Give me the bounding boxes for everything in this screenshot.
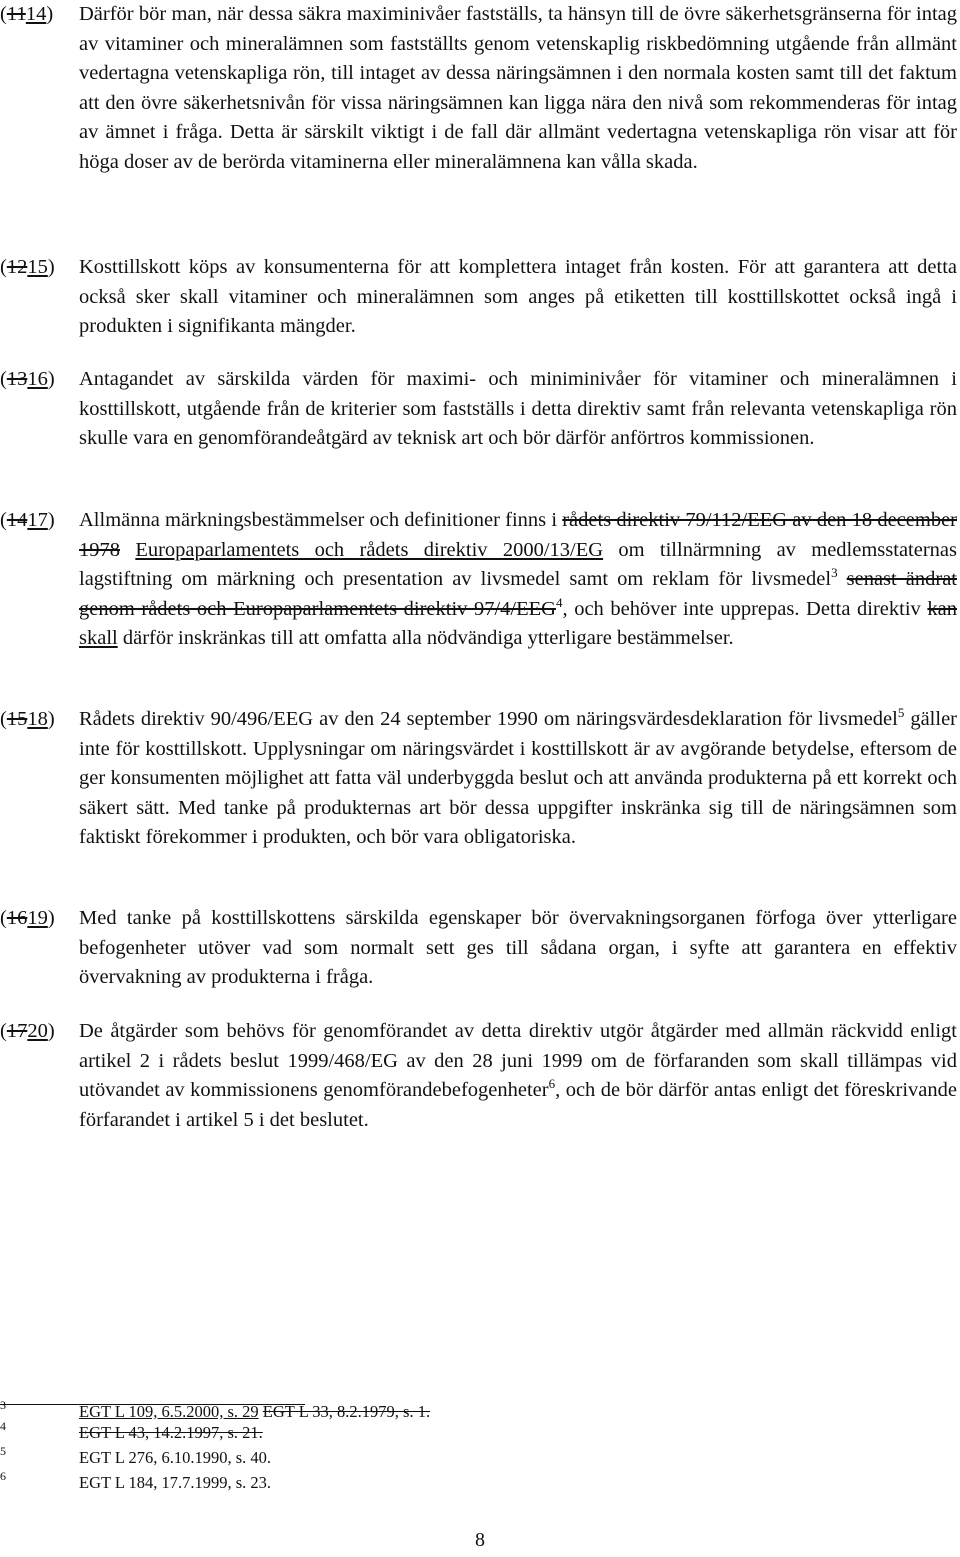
footnote-mark: 3: [0, 1398, 6, 1412]
recital-15: [0, 253, 957, 342]
recital-number: (1619): [0, 907, 55, 929]
footnote-text: [79, 1424, 263, 1442]
old-number: 14: [6, 509, 28, 531]
text-run: Antagandet av särskilda värden för maximi- och miniminivåer för vitaminer och mineralämnen i kosttillskott, utgående från de kriterier som fastställs i detta direktiv samt från relevanta vetenskapliga rön skulle vara en genomförandeåtgärd av teknisk art och bör därför anförtros kommissionen.: [79, 368, 957, 450]
deleted-text: senast ändrat genom rådets och Europaparlamentets direktiv 97/4/EEG: [79, 568, 958, 620]
recital-18: [0, 705, 957, 853]
old-number: 16: [6, 907, 28, 929]
old-number: 11: [6, 3, 26, 25]
recital-text: [79, 1017, 957, 1135]
recital-number: (1114): [0, 3, 54, 25]
footnote-mark: 4: [0, 1419, 6, 1433]
text-run: [838, 568, 847, 590]
text-run: Rådets direktiv 90/496/EEG av den 24 september 1990 om näringsvärdesdeklaration för livsmedel: [79, 708, 898, 730]
footnote-text: [79, 1403, 430, 1421]
text-run: om tillnärmning av medlemsstaternas lagstiftning om märkning och presentation av livsmedel samt om reklam för livsmedel: [79, 538, 957, 591]
recital-text: [79, 0, 957, 178]
text-run: Allmänna märkningsbestämmelser och definitioner finns i: [79, 509, 563, 531]
old-number: 15: [6, 708, 28, 730]
recital-19: [0, 904, 957, 993]
new-number: 17: [27, 509, 48, 531]
text-run: Med tanke på kosttillskottens särskilda egenskaper bör övervakningsorganen förfoga över ytterligare befogenheter utöver vad som normalt sett ges till sådana organ, i syfte att garantera en effektiv övervakning av produkterna i fråga.: [79, 907, 957, 989]
text-run: De åtgärder som behövs för genomförandet av detta direktiv utgör åtgärder med allmän räckvidd enligt artikel 2 i rådets beslut 1999/468/EG av den 28 juni 1999 om de förfaranden som skall tillämpas vid utövandet av kommissionens genomförandebefogenheter: [79, 1020, 957, 1102]
recital-text: [79, 506, 957, 654]
new-number: 18: [27, 708, 48, 730]
text-run: EGT L 184, 17.7.1999, s. 23.: [79, 1473, 272, 1492]
recital-text: [79, 904, 957, 993]
recital-text: [79, 253, 957, 342]
old-number: 13: [6, 368, 28, 390]
old-number: 12: [6, 256, 28, 278]
recital-20: [0, 1017, 957, 1135]
recital-number: (1518): [0, 708, 55, 730]
footnote-reference: 4: [555, 594, 563, 610]
inserted-text: Europaparlamentets och rådets direktiv 2000/13/EG: [135, 538, 604, 561]
footnote-reference: 3: [831, 565, 838, 581]
new-number: 20: [27, 1020, 48, 1042]
text-run: Därför bör man, när dessa säkra maximinivåer fastställs, ta hänsyn till de övre säkerhetsgränserna för intag av vitaminer och mineralämnen som fastställts genom vetenskaplig riskbedömning utgående från allmänt vedertagna vetenskapliga rön, till intaget av dessa näringsämnen i den normala kosten samt till det faktum att den övre säkerhetsnivån för vissa näringsämnen kan ligga nära den nivå som rekommenderas för intag av ämnet i fråga. Detta är särskilt viktigt i de fall där allmänt vedertagna vetenskapliga rön visar att för höga doser av de berörda vitaminerna eller mineralämnena kan vålla skada.: [79, 3, 957, 173]
footnote-reference: 5: [897, 705, 905, 720]
deleted-text: rådets direktiv 79/112/EEG av den 18 december 1978: [79, 509, 957, 561]
text-run: Kosttillskott köps av konsumenterna för att komplettera intaget från kosten. För att garantera att detta också sker skall vitaminer och mineralämnen som anges på etiketten till kosttillskottet också ingå i produkten i signifikanta mängder.: [79, 256, 957, 338]
new-number: 16: [27, 368, 48, 390]
recital-text: [79, 705, 957, 853]
text-run: EGT L 276, 6.10.1990, s. 40.: [79, 1448, 272, 1467]
text-run: [120, 539, 135, 561]
footnote-reference: 6: [548, 1076, 556, 1092]
footnote-text: [79, 1474, 271, 1492]
text-run: gäller inte för kosttillskott. Upplysningar om näringsvärdet i kosttillskott är av avgörande betydelse, eftersom de ger konsumenten möjlighet att fatta väl underbyggda beslut och att använda produkterna på ett korrekt och säkert sätt. Med tanke på produkternas art bör dessa uppgifter inskränka sig till de näringsämnen som faktiskt förekommer i produkten, och bör vara obligatoriska.: [79, 708, 957, 849]
deleted-text: EGT L 33, 8.2.1979, s. 1.: [262, 1402, 431, 1421]
recital-14: [0, 0, 957, 178]
deleted-text: kan: [927, 597, 957, 620]
recital-text: [79, 365, 957, 454]
recital-number: (1720): [0, 1020, 55, 1042]
text-run: , och de bör därför antas enligt det föreskrivande förfarandet i artikel 5 i det beslutet.: [79, 1079, 957, 1131]
recital-number: (1417): [0, 509, 55, 531]
text-run: därför inskränkas till att omfatta alla nödvändiga ytterligare bestämmelser.: [117, 627, 734, 650]
new-number: 14: [25, 3, 47, 25]
new-number: 15: [27, 256, 48, 278]
recital-16: [0, 365, 957, 454]
old-number: 17: [6, 1020, 28, 1042]
deleted-text: EGT L 43, 14.2.1997, s. 21.: [79, 1423, 263, 1442]
page-number: 8: [475, 1529, 485, 1551]
inserted-text: EGT L 109, 6.5.2000, s. 29: [79, 1402, 259, 1421]
footnote-mark: 6: [0, 1469, 6, 1483]
recital-number: (1215): [0, 256, 55, 278]
inserted-text: skall: [79, 627, 118, 650]
text-run: , och behöver inte upprepas. Detta direktiv: [562, 597, 928, 620]
footnote-text: [79, 1449, 271, 1467]
new-number: 19: [27, 907, 48, 929]
recital-17: [0, 506, 957, 654]
footnote-mark: 5: [0, 1444, 6, 1458]
recital-number: (1316): [0, 368, 55, 390]
